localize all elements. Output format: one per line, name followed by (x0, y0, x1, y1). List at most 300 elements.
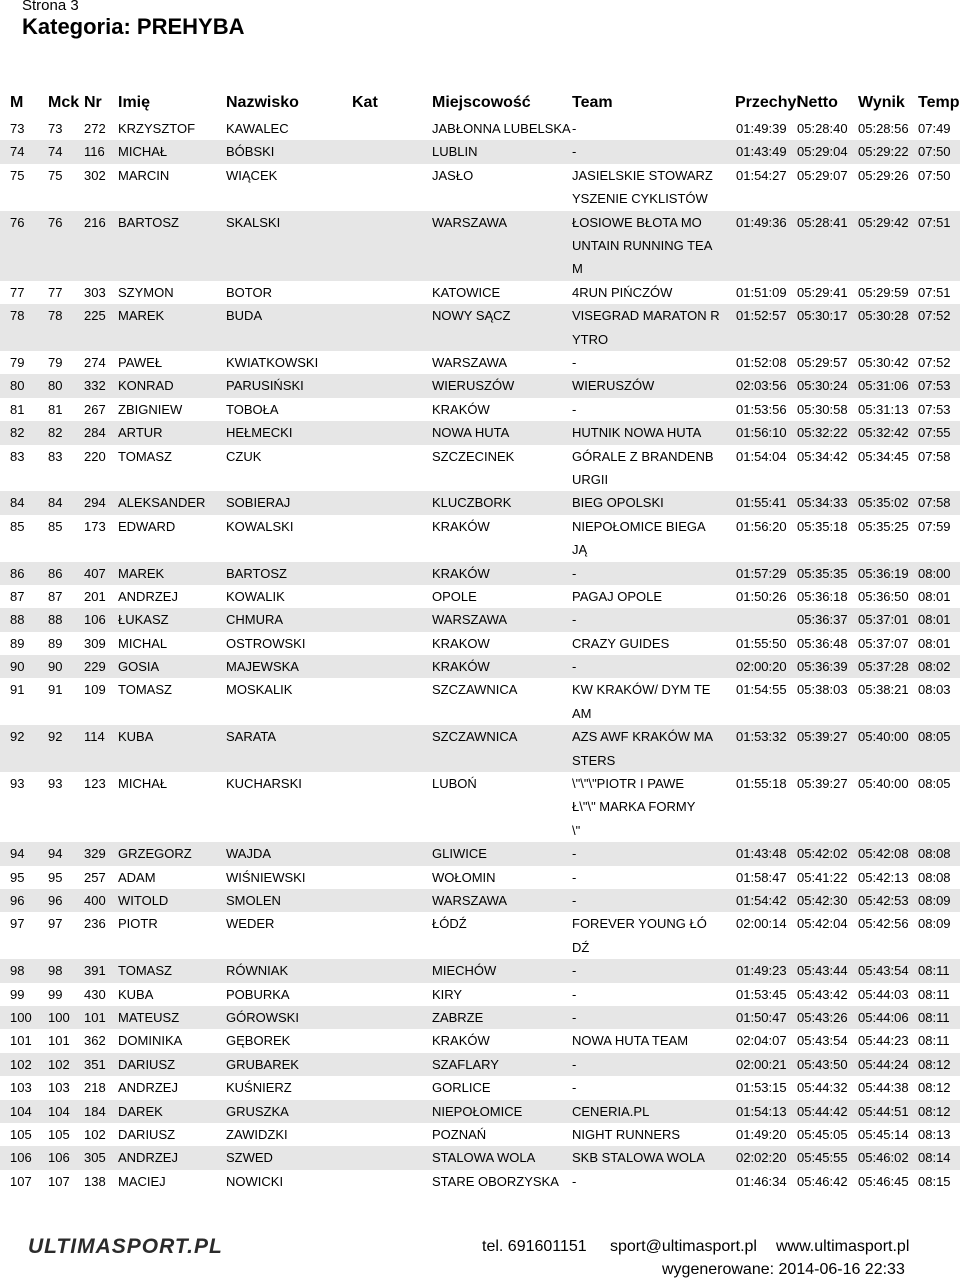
cell-m: 76 (10, 214, 25, 230)
cell-netto: 05:28:40 (797, 121, 848, 136)
cell-temp: 07:55 (918, 425, 951, 441)
cell-przechyl: 02:00:20 (736, 659, 787, 675)
cell-mck: 74 (48, 144, 63, 160)
cell-przechyl: 01:53:45 (736, 986, 787, 1002)
table-row (0, 1123, 960, 1146)
cell-nazwisko: POBURKA (226, 986, 290, 1002)
cell-temp: 08:00 (918, 565, 951, 581)
cell-nr: 201 (84, 588, 106, 604)
cell-team: VISEGRAD MARATON R YTRO (572, 308, 720, 347)
cell-przechyl: 01:54:55 (736, 682, 787, 698)
cell-nr: 351 (84, 1056, 106, 1072)
cell-przechyl: 01:54:42 (736, 893, 787, 909)
cell-team: JASIELSKIE STOWARZ YSZENIE CYKLISTÓW (572, 167, 713, 207)
cell-netto: 05:44:42 (797, 1103, 848, 1119)
cell-temp: 07:49 (918, 121, 951, 136)
cell-miejscowosc: ZABRZE (432, 1009, 484, 1025)
cell-team: NOWA HUTA TEAM (572, 1033, 689, 1049)
cell-team: - (572, 1173, 577, 1189)
cell-miejscowosc: KRAKÓW (432, 565, 490, 581)
cell-team: - (572, 1056, 577, 1072)
cell-mck: 84 (48, 495, 63, 511)
cell-miejscowosc: JASŁO (432, 167, 474, 183)
cell-team: SKB STALOWA WOLA (572, 1150, 705, 1166)
cell-mck: 100 (48, 1009, 70, 1025)
cell-nazwisko: KUŚNIERZ (226, 1080, 292, 1096)
cell-team: - (572, 565, 577, 581)
cell-m: 85 (10, 518, 25, 534)
table-row (0, 1100, 960, 1123)
cell-mck: 89 (48, 635, 63, 651)
cell-nazwisko: KOWALSKI (226, 518, 294, 534)
cell-przechyl: 01:53:15 (736, 1080, 787, 1096)
cell-wynik: 05:44:23 (858, 1033, 909, 1049)
cell-mck: 101 (48, 1033, 70, 1049)
cell-nr: 101 (84, 1009, 106, 1025)
cell-temp: 08:13 (918, 1126, 951, 1142)
cell-netto: 05:42:04 (797, 916, 848, 932)
table-row (0, 725, 960, 772)
cell-nazwisko: CHMURA (226, 612, 284, 628)
cell-mck: 98 (48, 963, 63, 979)
table-row (0, 140, 960, 163)
cell-miejscowosc: OPOLE (432, 588, 477, 604)
cell-nazwisko: BARTOSZ (226, 565, 287, 581)
cell-imie: MICHAŁ (118, 776, 168, 792)
table-row (0, 678, 960, 725)
cell-miejscowosc: KRAKÓW (432, 659, 490, 675)
cell-m: 89 (10, 635, 25, 651)
cell-imie: DARIUSZ (118, 1056, 176, 1072)
cell-przechyl: 01:49:20 (736, 1126, 787, 1142)
cell-miejscowosc: KRAKÓW (432, 518, 490, 534)
table-row (0, 281, 960, 304)
cell-mck: 97 (48, 916, 63, 932)
table-row (0, 608, 960, 631)
cell-nr: 229 (84, 659, 106, 675)
cell-wynik: 05:37:07 (858, 635, 909, 651)
cell-miejscowosc: GLIWICE (432, 846, 487, 862)
cell-miejscowosc: LUBLIN (432, 144, 478, 160)
col-netto: Netto (797, 94, 838, 111)
cell-m: 103 (10, 1080, 32, 1096)
cell-imie: BARTOSZ (118, 214, 179, 230)
cell-mck: 76 (48, 214, 63, 230)
cell-m: 93 (10, 776, 25, 792)
cell-team: - (572, 121, 577, 136)
cell-nr: 114 (84, 729, 105, 745)
cell-przechyl: 01:52:57 (736, 308, 787, 324)
cell-nr: 106 (84, 612, 106, 628)
cell-wynik: 05:30:42 (858, 354, 909, 370)
cell-miejscowosc: NOWA HUTA (432, 425, 510, 441)
cell-nr: 267 (84, 401, 106, 417)
table-row (0, 515, 960, 562)
cell-team: WIERUSZÓW (572, 378, 655, 394)
cell-m: 74 (10, 144, 25, 160)
table-row (0, 1006, 960, 1029)
cell-przechyl: 01:43:49 (736, 144, 787, 160)
cell-imie: MATEUSZ (118, 1009, 180, 1025)
cell-przechyl: 01:46:34 (736, 1173, 787, 1189)
table-row (0, 421, 960, 444)
table-row (0, 1053, 960, 1076)
cell-mck: 95 (48, 869, 63, 885)
cell-m: 80 (10, 378, 25, 394)
cell-temp: 07:51 (918, 284, 951, 300)
cell-nazwisko: WIĄCEK (226, 167, 278, 183)
cell-netto: 05:43:42 (797, 986, 848, 1002)
cell-imie: MAREK (118, 308, 165, 324)
cell-wynik: 05:44:03 (858, 986, 909, 1002)
cell-wynik: 05:35:25 (858, 518, 909, 534)
cell-mck: 94 (48, 846, 63, 862)
cell-przechyl: 01:50:47 (736, 1009, 787, 1025)
cell-przechyl: 01:49:36 (736, 214, 787, 230)
table-row (0, 632, 960, 655)
cell-netto: 05:30:17 (797, 308, 848, 324)
table-row (0, 655, 960, 678)
cell-netto: 05:34:42 (797, 448, 848, 464)
cell-netto: 05:36:37 (797, 612, 848, 628)
cell-mck: 102 (48, 1056, 70, 1072)
cell-imie: ARTUR (118, 425, 163, 441)
col-przechyl: Przechyl (735, 94, 801, 111)
table-row (0, 164, 960, 211)
cell-nazwisko: SKALSKI (226, 214, 281, 230)
cell-m: 92 (10, 729, 25, 745)
cell-temp: 08:05 (918, 776, 951, 792)
cell-nr: 184 (84, 1103, 106, 1119)
col-nazwisko: Nazwisko (226, 94, 299, 111)
cell-mck: 90 (48, 659, 63, 675)
cell-team: AZS AWF KRAKÓW MA STERS (572, 729, 714, 768)
cell-team: ŁOSIOWE BŁOTA MO UNTAIN RUNNING TEA M (572, 214, 713, 277)
cell-m: 87 (10, 588, 25, 604)
cell-przechyl: 01:55:50 (736, 635, 787, 651)
cell-wynik: 05:44:51 (858, 1103, 909, 1119)
cell-przechyl: 01:54:27 (736, 167, 787, 183)
cell-przechyl: 01:54:04 (736, 448, 787, 464)
cell-team: - (572, 846, 577, 862)
cell-temp: 08:12 (918, 1103, 951, 1119)
col-kat: Kat (352, 94, 378, 111)
cell-m: 106 (10, 1150, 32, 1166)
cell-imie: SZYMON (118, 284, 174, 300)
cell-przechyl: 02:03:56 (736, 378, 787, 394)
cell-wynik: 05:43:54 (858, 963, 909, 979)
cell-temp: 08:15 (918, 1173, 951, 1189)
cell-nr: 430 (84, 986, 106, 1002)
cell-przechyl: 01:57:29 (736, 565, 787, 581)
cell-imie: GOSIA (118, 659, 160, 675)
cell-miejscowosc: KLUCZBORK (432, 495, 512, 511)
cell-nazwisko: OSTROWSKI (226, 635, 306, 651)
cell-netto: 05:39:27 (797, 776, 848, 792)
cell-miejscowosc: KRAKOW (432, 635, 490, 651)
cell-temp: 08:01 (918, 635, 951, 651)
cell-temp: 07:58 (918, 495, 951, 511)
cell-imie: KUBA (118, 986, 154, 1002)
cell-m: 75 (10, 167, 25, 183)
table-row (0, 374, 960, 397)
cell-m: 104 (10, 1103, 32, 1119)
cell-nazwisko: KAWALEC (226, 121, 289, 136)
cell-team: - (572, 893, 577, 909)
cell-imie: MARCIN (118, 167, 170, 183)
col-miejscowosc: Miejscowość (432, 94, 531, 111)
cell-miejscowosc: WARSZAWA (432, 612, 508, 628)
cell-temp: 08:09 (918, 916, 951, 932)
cell-wynik: 05:29:59 (858, 284, 909, 300)
cell-netto: 05:36:39 (797, 659, 848, 675)
cell-mck: 104 (48, 1103, 70, 1119)
table-row (0, 304, 960, 351)
cell-imie: EDWARD (118, 518, 176, 534)
cell-wynik: 05:37:01 (858, 612, 909, 628)
cell-imie: DOMINIKA (118, 1033, 183, 1049)
footer-generated: wygenerowane: 2014-06-16 22:33 (662, 1261, 905, 1278)
cell-miejscowosc: NOWY SĄCZ (432, 308, 511, 324)
cell-wynik: 05:40:00 (858, 776, 909, 792)
cell-miejscowosc: SZCZAWNICA (432, 682, 518, 698)
cell-miejscowosc: POZNAŃ (432, 1126, 487, 1142)
cell-nazwisko: KOWALIK (226, 588, 285, 604)
cell-miejscowosc: WARSZAWA (432, 893, 508, 909)
cell-nr: 329 (84, 846, 106, 862)
cell-przechyl: 01:58:47 (736, 869, 787, 885)
cell-mck: 86 (48, 565, 63, 581)
cell-temp: 08:09 (918, 893, 951, 909)
cell-wynik: 05:42:56 (858, 916, 909, 932)
cell-wynik: 05:46:45 (858, 1173, 909, 1189)
cell-m: 79 (10, 354, 25, 370)
cell-mck: 73 (48, 121, 63, 136)
cell-miejscowosc: GORLICE (432, 1080, 491, 1096)
cell-imie: ANDRZEJ (118, 588, 178, 604)
cell-nazwisko: SMOLEN (226, 893, 281, 909)
cell-nazwisko: WEDER (226, 916, 275, 932)
cell-temp: 07:53 (918, 401, 951, 417)
footer-website: www.ultimasport.pl (776, 1238, 910, 1255)
cell-imie: TOMASZ (118, 682, 172, 698)
cell-team: HUTNIK NOWA HUTA (572, 425, 702, 441)
cell-miejscowosc: KRAKÓW (432, 1033, 490, 1049)
cell-nazwisko: WIŚNIEWSKI (226, 869, 306, 885)
cell-nazwisko: GRUBAREK (226, 1056, 299, 1072)
cell-nazwisko: TOBOŁA (226, 401, 279, 417)
cell-temp: 08:05 (918, 729, 951, 745)
cell-nazwisko: WAJDA (226, 846, 272, 862)
cell-m: 83 (10, 448, 25, 464)
cell-temp: 07:52 (918, 354, 951, 370)
table-row (0, 562, 960, 585)
cell-nazwisko: GÓROWSKI (226, 1009, 299, 1025)
cell-mck: 96 (48, 893, 63, 909)
cell-m: 107 (10, 1173, 32, 1189)
cell-netto: 05:44:32 (797, 1080, 848, 1096)
cell-nr: 294 (84, 495, 106, 511)
cell-przechyl: 01:55:41 (736, 495, 787, 511)
footer-phone: tel. 691601151 (482, 1238, 587, 1255)
cell-m: 77 (10, 284, 25, 300)
cell-team: PAGAJ OPOLE (572, 588, 663, 604)
cell-netto: 05:43:54 (797, 1033, 848, 1049)
cell-m: 91 (10, 682, 25, 698)
cell-imie: GRZEGORZ (118, 846, 192, 862)
cell-nazwisko: BUDA (226, 308, 263, 324)
cell-nr: 225 (84, 308, 106, 324)
cell-nr: 391 (84, 963, 106, 979)
cell-mck: 87 (48, 588, 63, 604)
cell-imie: PIOTR (118, 916, 158, 932)
cell-netto: 05:39:27 (797, 729, 848, 745)
cell-m: 100 (10, 1009, 32, 1025)
cell-team: - (572, 869, 577, 885)
cell-mck: 80 (48, 378, 63, 394)
cell-nazwisko: GRUSZKA (226, 1103, 289, 1119)
cell-team: - (572, 144, 577, 160)
cell-team: - (572, 1009, 577, 1025)
cell-temp: 08:08 (918, 869, 951, 885)
cell-nazwisko: PARUSIŃSKI (226, 378, 304, 394)
cell-team: NIGHT RUNNERS (572, 1126, 681, 1142)
cell-nr: 309 (84, 635, 106, 651)
cell-team: - (572, 354, 577, 370)
cell-wynik: 05:44:38 (858, 1080, 909, 1096)
cell-temp: 08:08 (918, 846, 951, 862)
table-row (0, 772, 960, 842)
cell-nazwisko: SARATA (226, 729, 277, 745)
cell-miejscowosc: ŁÓDŹ (432, 916, 467, 932)
cell-team: \"\"\"PIOTR I PAWE Ł\"\" MARKA FORMY \" (572, 776, 696, 838)
cell-netto: 05:38:03 (797, 682, 848, 698)
cell-wynik: 05:42:08 (858, 846, 909, 862)
cell-m: 96 (10, 893, 25, 909)
table-row (0, 1076, 960, 1099)
cell-mck: 82 (48, 425, 63, 441)
cell-nr: 123 (84, 776, 106, 792)
col-mck: Mck (48, 94, 80, 111)
cell-przechyl: 01:51:09 (736, 284, 787, 300)
cell-netto: 05:43:26 (797, 1009, 848, 1025)
cell-temp: 07:58 (918, 448, 951, 464)
cell-nazwisko: MAJEWSKA (226, 659, 299, 675)
cell-m: 99 (10, 986, 25, 1002)
cell-nr: 303 (84, 284, 106, 300)
table-row (0, 866, 960, 889)
cell-mck: 88 (48, 612, 63, 628)
cell-temp: 07:50 (918, 167, 951, 183)
cell-miejscowosc: WIERUSZÓW (432, 378, 515, 394)
cell-nazwisko: CZUK (226, 448, 262, 464)
cell-wynik: 05:42:13 (858, 869, 909, 885)
table-row (0, 117, 960, 140)
cell-miejscowosc: STARE OBORZYSKA (432, 1173, 559, 1189)
cell-nazwisko: BÓBSKI (226, 144, 275, 160)
table-row (0, 211, 960, 281)
cell-wynik: 05:37:28 (858, 659, 909, 675)
cell-netto: 05:41:22 (797, 869, 848, 885)
col-nr: Nr (84, 94, 102, 111)
cell-wynik: 05:29:42 (858, 214, 909, 230)
cell-wynik: 05:40:00 (858, 729, 909, 745)
cell-mck: 93 (48, 776, 63, 792)
cell-nazwisko: GĘBOREK (226, 1033, 291, 1049)
cell-wynik: 05:35:02 (858, 495, 909, 511)
cell-miejscowosc: WARSZAWA (432, 354, 508, 370)
cell-team: - (572, 659, 577, 675)
cell-wynik: 05:29:26 (858, 167, 909, 183)
cell-netto: 05:32:22 (797, 425, 848, 441)
cell-przechyl: 01:49:39 (736, 121, 787, 136)
results-table (0, 117, 960, 1193)
cell-netto: 05:35:18 (797, 518, 848, 534)
table-row (0, 445, 960, 492)
cell-temp: 08:11 (918, 986, 950, 1002)
cell-mck: 99 (48, 986, 63, 1002)
table-row (0, 1146, 960, 1169)
cell-netto: 05:42:30 (797, 893, 848, 909)
cell-mck: 78 (48, 308, 63, 324)
cell-temp: 07:53 (918, 378, 951, 394)
cell-mck: 81 (48, 401, 63, 417)
cell-netto: 05:45:55 (797, 1150, 848, 1166)
cell-netto: 05:29:07 (797, 167, 848, 183)
cell-nr: 284 (84, 425, 106, 441)
cell-m: 82 (10, 425, 25, 441)
cell-nr: 218 (84, 1080, 106, 1096)
cell-wynik: 05:30:28 (858, 308, 909, 324)
cell-nazwisko: RÓWNIAK (226, 963, 289, 979)
cell-team: - (572, 1080, 577, 1096)
cell-nr: 407 (84, 565, 106, 581)
table-row (0, 983, 960, 1006)
cell-imie: DAREK (118, 1103, 163, 1119)
cell-nr: 173 (84, 518, 106, 534)
cell-nr: 116 (84, 144, 105, 160)
cell-nr: 236 (84, 916, 106, 932)
cell-imie: ANDRZEJ (118, 1080, 178, 1096)
cell-imie: ZBIGNIEW (118, 401, 183, 417)
col-temp: Temp (918, 94, 960, 111)
cell-imie: ADAM (118, 869, 156, 885)
cell-nr: 274 (84, 354, 106, 370)
cell-team: - (572, 612, 577, 628)
table-row (0, 912, 960, 959)
cell-mck: 85 (48, 518, 63, 534)
footer-email: sport@ultimasport.pl (610, 1238, 757, 1255)
cell-team: NIEPOŁOMICE BIEGA JĄ (572, 518, 706, 558)
cell-miejscowosc: KIRY (432, 986, 463, 1002)
cell-m: 81 (10, 401, 25, 417)
cell-netto: 05:36:48 (797, 635, 848, 651)
cell-nazwisko: NOWICKI (226, 1173, 284, 1189)
cell-netto: 05:28:41 (797, 214, 848, 230)
cell-m: 94 (10, 846, 25, 862)
cell-netto: 05:43:44 (797, 963, 848, 979)
table-row (0, 1029, 960, 1052)
cell-team: CENERIA.PL (572, 1103, 650, 1119)
cell-temp: 08:12 (918, 1056, 951, 1072)
cell-wynik: 05:46:02 (858, 1150, 909, 1166)
cell-m: 101 (10, 1033, 32, 1049)
cell-nazwisko: HEŁMECKI (226, 425, 293, 441)
cell-przechyl: 01:56:10 (736, 425, 787, 441)
cell-mck: 79 (48, 354, 63, 370)
cell-miejscowosc: JABŁONNA LUBELSKA (432, 121, 571, 136)
cell-przechyl: 01:56:20 (736, 518, 787, 534)
